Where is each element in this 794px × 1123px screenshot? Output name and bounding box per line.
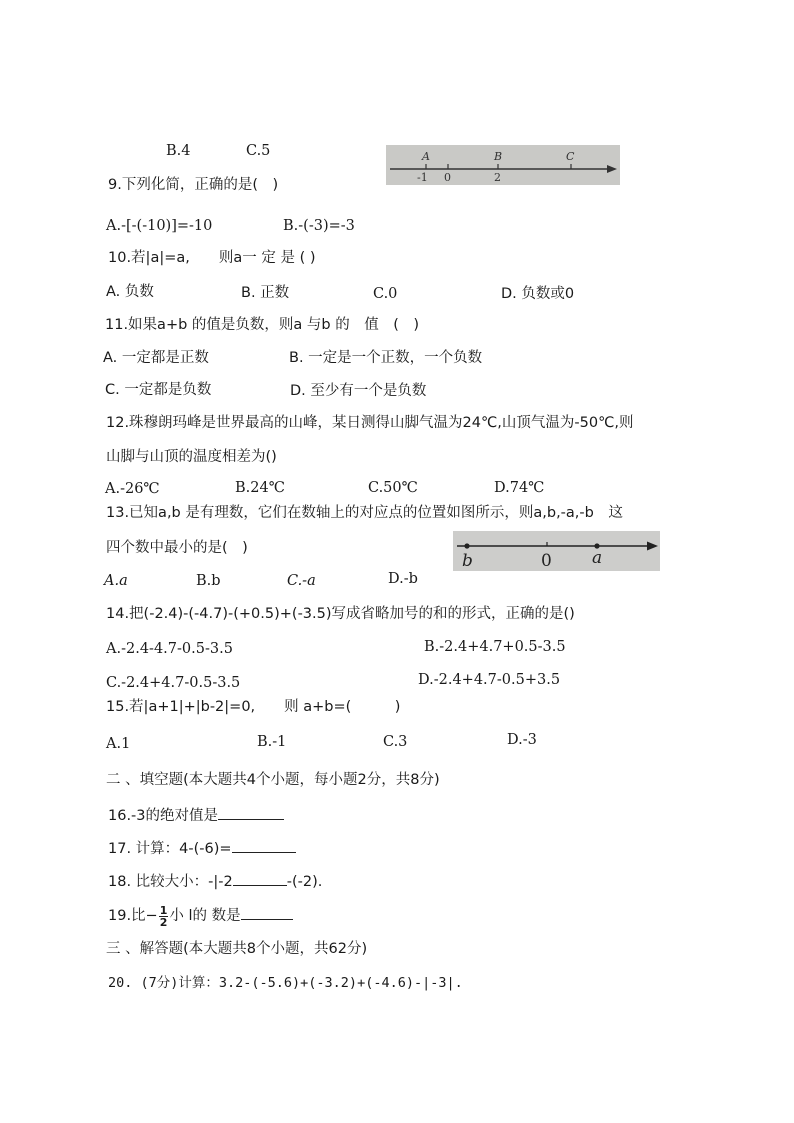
point-label-a2: a [592,548,603,568]
point-label-zero: 0 [541,551,552,571]
q11-stem: 11.如果a+b 的值是负数，则a 与b 的 值 ( ) [105,317,420,333]
number-line-figure-abc [386,145,620,185]
q8-option-b: B.4 [166,143,191,159]
q12-option-b: B.24℃ [235,480,285,496]
q13-option-d: D.-b [388,571,418,587]
q14-option-c: C.-2.4+4.7-0.5-3.5 [106,675,241,691]
q18-text-post: -(-2). [286,874,323,890]
q15-option-a: A.1 [106,736,131,752]
q19-answer-blank[interactable] [241,905,293,920]
q10-stem [108,249,316,267]
q10-option-a: A. 负数 [106,284,154,300]
q12-option-c: C.50℃ [368,480,418,496]
q10-option-b: B. 正数 [241,285,290,301]
q19-fraction [159,905,169,928]
q14-stem: 14.把(-2.4)-(-4.7)-(+0.5)+(-3.5)写成省略加号的和的形式，正确的是() [106,606,575,622]
q8-option-c: C.5 [246,143,271,159]
q12-stem-line1: 12.珠穆朗玛峰是世界最高的山峰，某日测得山脚气温为24℃,山顶气温为-50℃,则 [106,415,634,431]
q12-option-a: A.-26℃ [105,481,160,497]
q11-option-d: D. 至少有一个是负数 [290,383,427,399]
number-line-figure-ab [453,531,660,571]
q11-option-c: C. 一定都是负数 [105,382,212,398]
q10-option-d: D. 负数或0 [501,286,575,302]
q16-stem [108,805,284,825]
q12-stem-line2: 山脚与山顶的温度相差为() [106,449,277,465]
q19-text-post: 小 l的 数是 [169,908,241,924]
q19-stem [108,903,293,929]
q10-option-c: C.0 [373,286,398,302]
q16-answer-blank[interactable] [218,805,284,820]
point-label-b: B [494,150,503,163]
q18-text-pre: 18. 比较大小：-|-2 [108,874,233,890]
q12-option-d: D.74℃ [494,480,545,496]
q17-stem [108,838,296,858]
section-3-heading: 三 、解答题(本大题共8个小题，共62分) [106,941,368,957]
q13-stem-line2: 四个数中最小的是( ) [106,540,248,556]
point-label-c: C [566,150,575,163]
point-label-a: A [422,150,430,163]
q15-option-b: B.-1 [257,734,287,750]
q15-option-c: C.3 [383,734,408,750]
q16-text: 16.-3的绝对值是 [108,808,219,824]
q10-stem-pre: 10.若| [108,250,151,266]
q20-stem: 20. (7分)计算：3.2-(-5.6)+(-3.2)+(-4.6)-|-3|. [108,975,463,991]
q9-option-a: A.-[-(-10)]=-10 [106,218,213,234]
q17-answer-blank[interactable] [232,838,296,853]
q15-stem: 15.若|a+1|+|b-2|=0, 则 a+b=( ) [106,699,401,715]
q14-option-a: A.-2.4-4.7-0.5-3.5 [106,641,233,657]
q9-option-b: B.-(-3)=-3 [283,218,355,234]
tick-label-0: 0 [444,171,451,184]
tick-label-2: 2 [494,171,501,184]
q9-stem: 9.下列化简，正确的是( ) [108,177,279,193]
q13-option-c: C.-a [287,573,316,589]
q19-fraction-numerator: 1 [159,903,168,917]
q14-option-d: D.-2.4+4.7-0.5+3.5 [418,672,561,688]
q18-answer-blank[interactable] [233,871,287,886]
tick-label-neg1: -1 [417,171,428,184]
q19-text-pre: 19.比− [108,908,158,924]
q10-stem-mid: |=a, 则 [159,250,234,266]
q19-fraction-denominator: 2 [159,915,168,929]
q17-text: 17. 计算：4-(-6)= [108,841,232,857]
q11-option-b: B. 一定是一个正数，一个负数 [289,350,483,366]
q11-option-a: A. 一定都是正数 [103,350,209,366]
q10-stem-post: 一 定 是 ( ) [242,250,316,266]
q10-var-a: a [150,250,160,266]
q13-option-a: A.a [104,573,128,589]
q13-option-b: B.b [196,573,221,589]
q18-stem [108,871,322,891]
point-label-b2: b [462,551,473,571]
q14-option-b: B.-2.4+4.7+0.5-3.5 [424,639,566,655]
q13-stem-line1: 13.已知a,b 是有理数，它们在数轴上的对应点的位置如图所示，则a,b,-a,-b 这 [106,505,623,521]
q10-var-a-2: a [233,250,243,266]
q15-option-d: D.-3 [507,732,537,748]
section-2-heading: 二 、填空题(本大题共4个小题，每小题2分，共8分) [106,772,440,788]
